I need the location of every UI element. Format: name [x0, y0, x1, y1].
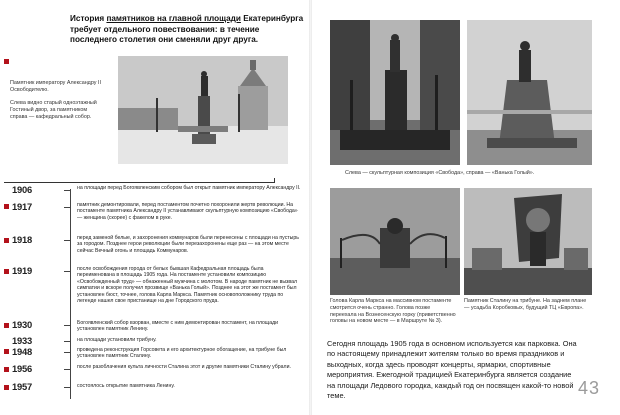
timeline-tick	[64, 240, 70, 241]
red-square-marker	[4, 59, 9, 64]
timeline-text: Богоявленский собор взорван, вместе с ним демонтирован постамент, на площади установлен памятник Ленину.	[77, 320, 279, 333]
timeline-tick	[64, 207, 70, 208]
timeline-tick	[64, 387, 70, 388]
timeline-year: 1933	[12, 335, 33, 346]
timeline-text: на площади установили трибуну.	[77, 337, 157, 343]
timeline-year: 1917	[12, 201, 33, 212]
timeline-tick	[64, 325, 70, 326]
photo-marx-head	[330, 188, 460, 295]
red-square-marker	[4, 385, 9, 390]
photo-caption-left: Памятник императору Александру II Освободителю. Слева видно старый одноэтажный Гостиный двор, за памятником справа — кафедральный собор.	[10, 80, 101, 120]
timeline-year: 1957	[12, 381, 33, 392]
page-number: 43	[578, 378, 601, 398]
photo-alexander-monument	[118, 56, 288, 164]
timeline-corner	[274, 178, 275, 183]
photo-vanka-golyi	[467, 20, 592, 165]
red-square-marker	[4, 349, 9, 354]
photo-svoboda-composition	[330, 20, 460, 165]
body-text: Сегодня площадь 1905 года в основном используется как парковка. Она по настоящему принадлежит жителям только во время праздников и выходных, когда здесь проводят концерты, ярмарки, спортивные мероприятия. Ежегодной традицией Екатеринбурга является создание на площади Ледового городка, каждый год он посвящен какой-то новой теме.	[327, 339, 577, 401]
timeline-text: проведена реконструкция Горсовета и его архитектурное обогащение, на трибуне был установлен памятник Сталину.	[77, 347, 287, 360]
photo-stalin-tribune	[464, 188, 592, 295]
timeline-tick	[64, 190, 70, 191]
timeline-year: 1948	[12, 346, 33, 357]
timeline-text: перед заменой белые, и захоронения коммунаров были перенесены с площади на пустырь за городом. Позднее герои революции были перезахоронены еще раз — на этом месте сейчас Вечный огонь и площадь Коммунаров.	[77, 235, 299, 254]
timeline-year: 1919	[12, 265, 33, 276]
timeline-axis	[70, 189, 71, 399]
timeline-top-rule	[4, 182, 274, 183]
intro-text: История памятников на главной площади Екатеринбурга требует отдельного повествования: в течение последнего столетия они сменяли друг друга.	[70, 14, 304, 45]
timeline-tick	[64, 341, 70, 342]
timeline-text: после освобождения города от белых бывшая Кафедральная площадь была переименована в площадь 1905 года. На постаменте установили композицию «Освобожденный труд» — обнаженный мужчина с молотом. В народе памятник не вызвал симпатии и вскоре получил прозвище «Ванька Голый». Позднее на этот же постамент был установлен бюст, точнее, голова Карла Маркса. Памятник основоположнику труда по легенде нашел свое пристанище на дне Городского пруда.	[77, 266, 298, 305]
timeline-year: 1906	[12, 184, 33, 195]
red-square-marker	[4, 323, 9, 328]
caption-top-photos: Слева — скульптурная композиция «Свобода», справа — «Ванька Голый».	[345, 170, 535, 176]
timeline-text: на площади перед Богоявленским собором был открыт памятник императору Александру II.	[77, 185, 301, 191]
timeline-year: 1956	[12, 363, 33, 374]
timeline-text: после разоблачения культа личности Сталина этот и другие памятники Сталину убрали.	[77, 364, 291, 370]
timeline-text: состоялось открытие памятника Ленину.	[77, 383, 175, 389]
timeline-tick	[64, 271, 70, 272]
timeline-tick	[64, 352, 70, 353]
caption-marx: Голова Карла Маркса на массивном постаменте смотрится очень странно. Голова позже переехала на Вознесенскую горку (приветственно головы на новом месте — в Маршруте № 3).	[330, 298, 456, 325]
timeline-tick	[64, 369, 70, 370]
red-square-marker	[4, 204, 9, 209]
red-square-marker	[4, 269, 9, 274]
red-square-marker	[4, 238, 9, 243]
caption-stalin: Памятник Сталину на трибуне. На заднем плане — усадьба Коробковых, будущий ТЦ «Европа».	[464, 298, 587, 311]
red-square-marker	[4, 367, 9, 372]
timeline-year: 1930	[12, 319, 33, 330]
timeline-text: памятник демонтировали, перед постаментом почетно похоронили жертв революции. На постаменте памятника Александру II устанавливают скульптурную композицию «Свобода» — женщина (скорее) с факелом в руке.	[77, 202, 298, 221]
page-gutter	[309, 0, 312, 415]
timeline-year: 1918	[12, 234, 33, 245]
